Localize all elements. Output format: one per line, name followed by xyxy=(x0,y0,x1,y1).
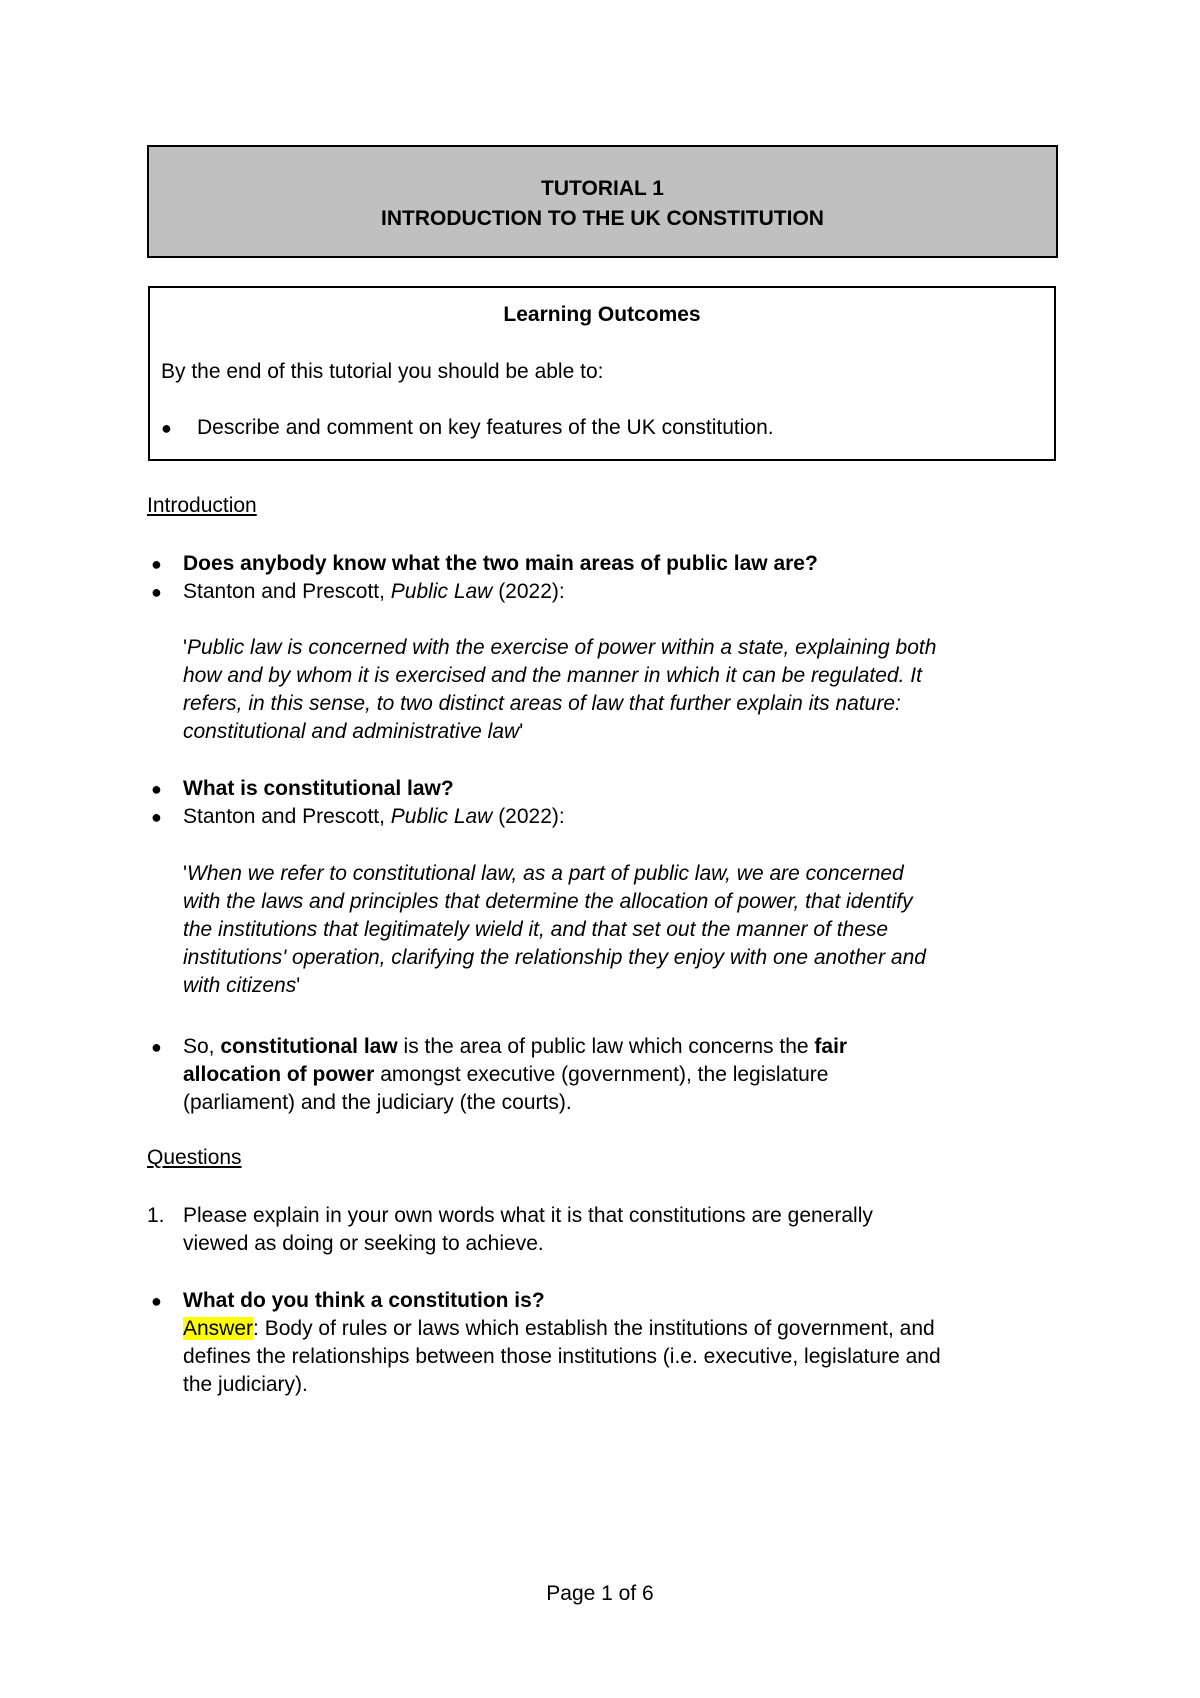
quote-line: refers, in this sense, to two distinct areas of law that further explain its nature: xyxy=(183,692,901,715)
summary-text: amongst executive (government), the legislature xyxy=(374,1063,829,1086)
intro-question-2: What is constitutional law? xyxy=(183,777,454,800)
questions-heading: Questions xyxy=(147,1146,242,1169)
quote-line: constitutional and administrative law xyxy=(183,720,520,743)
bullet-icon: ● xyxy=(151,807,162,827)
introduction-heading: Introduction xyxy=(147,494,257,517)
learning-outcomes-heading: Learning Outcomes xyxy=(503,303,701,326)
quote-open-mark: ' xyxy=(183,636,188,659)
quote-line: When we refer to constitutional law, as a part of public law, we are concerned xyxy=(187,862,904,885)
tutorial-number: TUTORIAL 1 xyxy=(541,177,664,200)
bullet-icon: ● xyxy=(151,554,162,574)
title-box xyxy=(147,145,1058,258)
quote-close-mark: ' xyxy=(519,720,524,743)
citation-year: (2022): xyxy=(492,580,565,603)
quote-line: with the laws and principles that determine the allocation of power, that identify xyxy=(183,890,913,913)
learning-outcomes-intro: By the end of this tutorial you should be able to: xyxy=(161,360,604,383)
bullet-icon: ● xyxy=(151,582,162,602)
citation-1 xyxy=(183,578,565,606)
learning-outcome-text: Describe and comment on key features of the UK constitution. xyxy=(197,416,774,439)
question-line: viewed as doing or seeking to achieve. xyxy=(183,1232,544,1255)
answer-text: the judiciary). xyxy=(183,1373,308,1396)
answer-text: defines the relationships between those institutions (i.e. executive, legislature and xyxy=(183,1345,941,1368)
bullet-icon: ● xyxy=(161,418,172,438)
answer-text: : Body of rules or laws which establish the institutions of government, and xyxy=(253,1317,935,1340)
bullet-icon: ● xyxy=(151,779,162,799)
summary-bold-term: fair xyxy=(814,1035,848,1058)
quote-close-mark: ' xyxy=(296,974,301,997)
quote-line: Public law is concerned with the exercise of power within a state, explaining both xyxy=(187,636,937,659)
quote-open-mark: ' xyxy=(183,862,188,885)
citation-2 xyxy=(183,803,565,831)
question-line: Please explain in your own words what it is that constitutions are generally xyxy=(183,1204,873,1227)
citation-title: Public Law xyxy=(390,580,493,603)
question-1 xyxy=(183,1202,873,1258)
quote-line: the institutions that legitimately wield it, and that set out the manner of these xyxy=(183,918,889,941)
summary-text: So, xyxy=(183,1035,221,1058)
citation-author: Stanton and Prescott, xyxy=(183,580,391,603)
question-number: 1. xyxy=(147,1204,165,1227)
learning-outcomes-box xyxy=(148,286,1056,461)
summary-text: (parliament) and the judiciary (the courts). xyxy=(183,1091,572,1114)
question-prompt: What do you think a constitution is? xyxy=(183,1289,545,1312)
quote-2 xyxy=(183,860,926,1000)
citation-year: (2022): xyxy=(492,805,565,828)
quote-line: how and by whom it is exercised and the manner in which it can be regulated. It xyxy=(183,664,922,687)
quote-line: institutions' operation, clarifying the relationship they enjoy with one another and xyxy=(183,946,926,969)
tutorial-title: INTRODUCTION TO THE UK CONSTITUTION xyxy=(381,207,824,230)
bullet-icon: ● xyxy=(151,1291,162,1311)
intro-question-1: Does anybody know what the two main areas of public law are? xyxy=(183,552,818,575)
bullet-icon: ● xyxy=(151,1037,162,1057)
quote-line: with citizens xyxy=(183,974,297,997)
answer-label: Answer xyxy=(183,1317,254,1340)
summary-paragraph xyxy=(183,1033,847,1117)
citation-title: Public Law xyxy=(390,805,493,828)
page-number: Page 1 of 6 xyxy=(546,1582,654,1605)
summary-text: is the area of public law which concerns the xyxy=(397,1035,815,1058)
quote-1 xyxy=(183,634,936,746)
summary-bold-term: constitutional law xyxy=(220,1035,398,1058)
answer-block xyxy=(183,1287,941,1399)
summary-bold-term: allocation of power xyxy=(183,1063,375,1086)
citation-author: Stanton and Prescott, xyxy=(183,805,391,828)
